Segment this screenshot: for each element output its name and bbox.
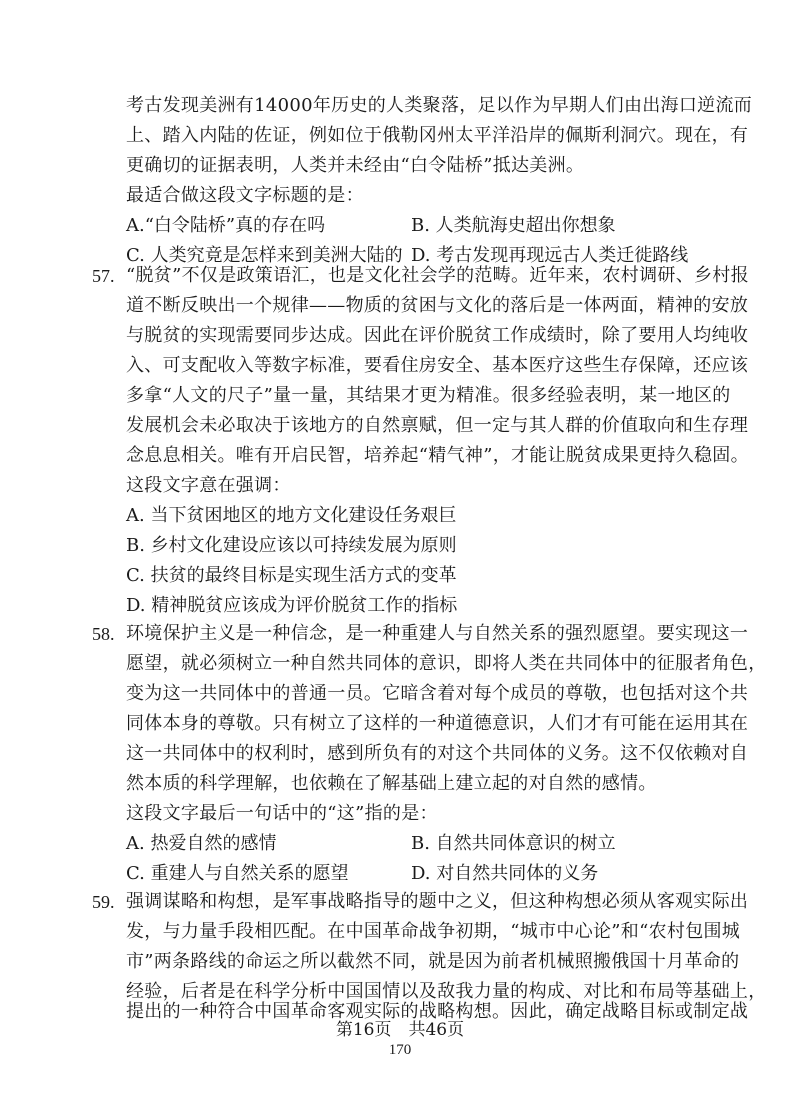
q57-line-2: 道不断反映出一个规律——物质的贫困与文化的落后是一体两面，精神的安放 (126, 295, 749, 316)
q58-line-5: 这一共同体中的权利时，感到所负有的对这个共同体的义务。这不仅依赖对自 (126, 743, 749, 764)
question-59-number: 59. (92, 892, 115, 912)
q59-line-5: 提出的一种符合中国革命客观实际的战略构想。因此，确定战略目标或制定战 (126, 1001, 749, 1022)
q57-line-6: 发展机会未必取决于该地方的自然禀赋，但一定与其人群的价值取向和生存理 (126, 415, 749, 436)
intro-option-b: B. 人类航海史超出你想象 (411, 215, 616, 236)
q59-line-1: 强调谋略和构想，是军事战略指导的题中之义，但这种构想必须从客观实际出 (126, 891, 749, 912)
intro-prompt: 最适合做这段文字标题的是： (126, 185, 364, 206)
q57-option-d: D. 精神脱贫应该成为评价脱贫工作的指标 (126, 595, 458, 616)
q59-line-2: 发，与力量手段相匹配。在中国革命战争初期，“城市中心论”和“农村包围城 (126, 921, 741, 942)
intro-option-d: D. 考古发现再现远古人类迁徙路线 (411, 245, 689, 266)
q58-line-2: 愿望，就必须树立一种自然共同体的意识，即将人类在共同体中的征服者角色， (126, 653, 767, 674)
intro-line-3: 更确切的证据表明，人类并未经由“白令陆桥”抵达美洲。 (126, 155, 585, 176)
question-57-number: 57. (92, 266, 115, 286)
q57-line-4: 入、可支配收入等数字标准，要看住房安全、基本医疗这些生存保障，还应该 (126, 355, 749, 376)
q57-prompt: 这段文字意在强调： (126, 475, 291, 496)
q58-prompt: 这段文字最后一句话中的“这”指的是： (126, 803, 438, 824)
q57-line-1: “脱贫”不仅是政策语汇，也是文化社会学的范畴。近年来，农村调研、乡村报 (126, 265, 749, 286)
q58-option-d: D. 对自然共同体的义务 (411, 863, 599, 884)
q57-line-7: 念息息相关。唯有开启民智，培养起“精气神”，才能让脱贫成果更持久稳固。 (126, 445, 749, 466)
intro-line-2: 上、踏入内陆的佐证，例如位于俄勒冈州太平洋沿岸的佩斯利洞穴。现在，有 (126, 125, 749, 146)
q58-option-b: B. 自然共同体意识的树立 (411, 833, 616, 854)
q58-line-6: 然本质的科学理解，也依赖在了解基础上建立起的对自然的感情。 (126, 773, 657, 794)
q58-option-a: A. 热爱自然的感情 (126, 833, 277, 854)
q58-line-4: 同体本身的尊敬。只有树立了这样的一种道德意识，人们才有可能在运用其在 (126, 713, 749, 734)
q58-option-c: C. 重建人与自然关系的愿望 (126, 863, 349, 884)
q58-line-3: 变为这一共同体中的普通一员。它暗含着对每个成员的尊敬，也包括对这个共 (126, 683, 749, 704)
q58-line-1: 环境保护主义是一种信念，是一种重建人与自然关系的强烈愿望。要实现这一 (126, 623, 749, 644)
intro-option-c: C. 人类究竟是怎样来到美洲大陆的 (126, 245, 403, 266)
intro-option-a: A.“白令陆桥”真的存在吗 (126, 215, 326, 236)
q59-line-4: 经验，后者是在科学分析中国国情以及敌我力量的构成、对比和布局等基础上， (126, 981, 767, 1002)
q59-line-3: 市”两条路线的命运之所以截然不同，就是因为前者机械照搬俄国十月革命的 (126, 951, 740, 972)
question-58-number: 58. (92, 624, 115, 644)
page-indicator: 第16页 共46页 (335, 1020, 465, 1040)
q57-line-3: 与脱贫的实现需要同步达成。因此在评价脱贫工作成绩时，除了要用人均纯收 (126, 325, 749, 346)
q57-option-b: B. 乡村文化建设应该以可持续发展为原则 (126, 535, 457, 556)
q57-line-5: 多拿“人文的尺子”量一量，其结果才更为精准。很多经验表明，某一地区的 (126, 385, 731, 406)
q57-option-c: C. 扶贫的最终目标是实现生活方式的变革 (126, 565, 457, 586)
q57-option-a: A. 当下贫困地区的地方文化建设任务艰巨 (126, 505, 457, 526)
page-number: 170 (388, 1042, 412, 1058)
intro-line-1: 考古发现美洲有14000年历史的人类聚落，足以作为早期人们由出海口逆流而 (126, 95, 753, 116)
